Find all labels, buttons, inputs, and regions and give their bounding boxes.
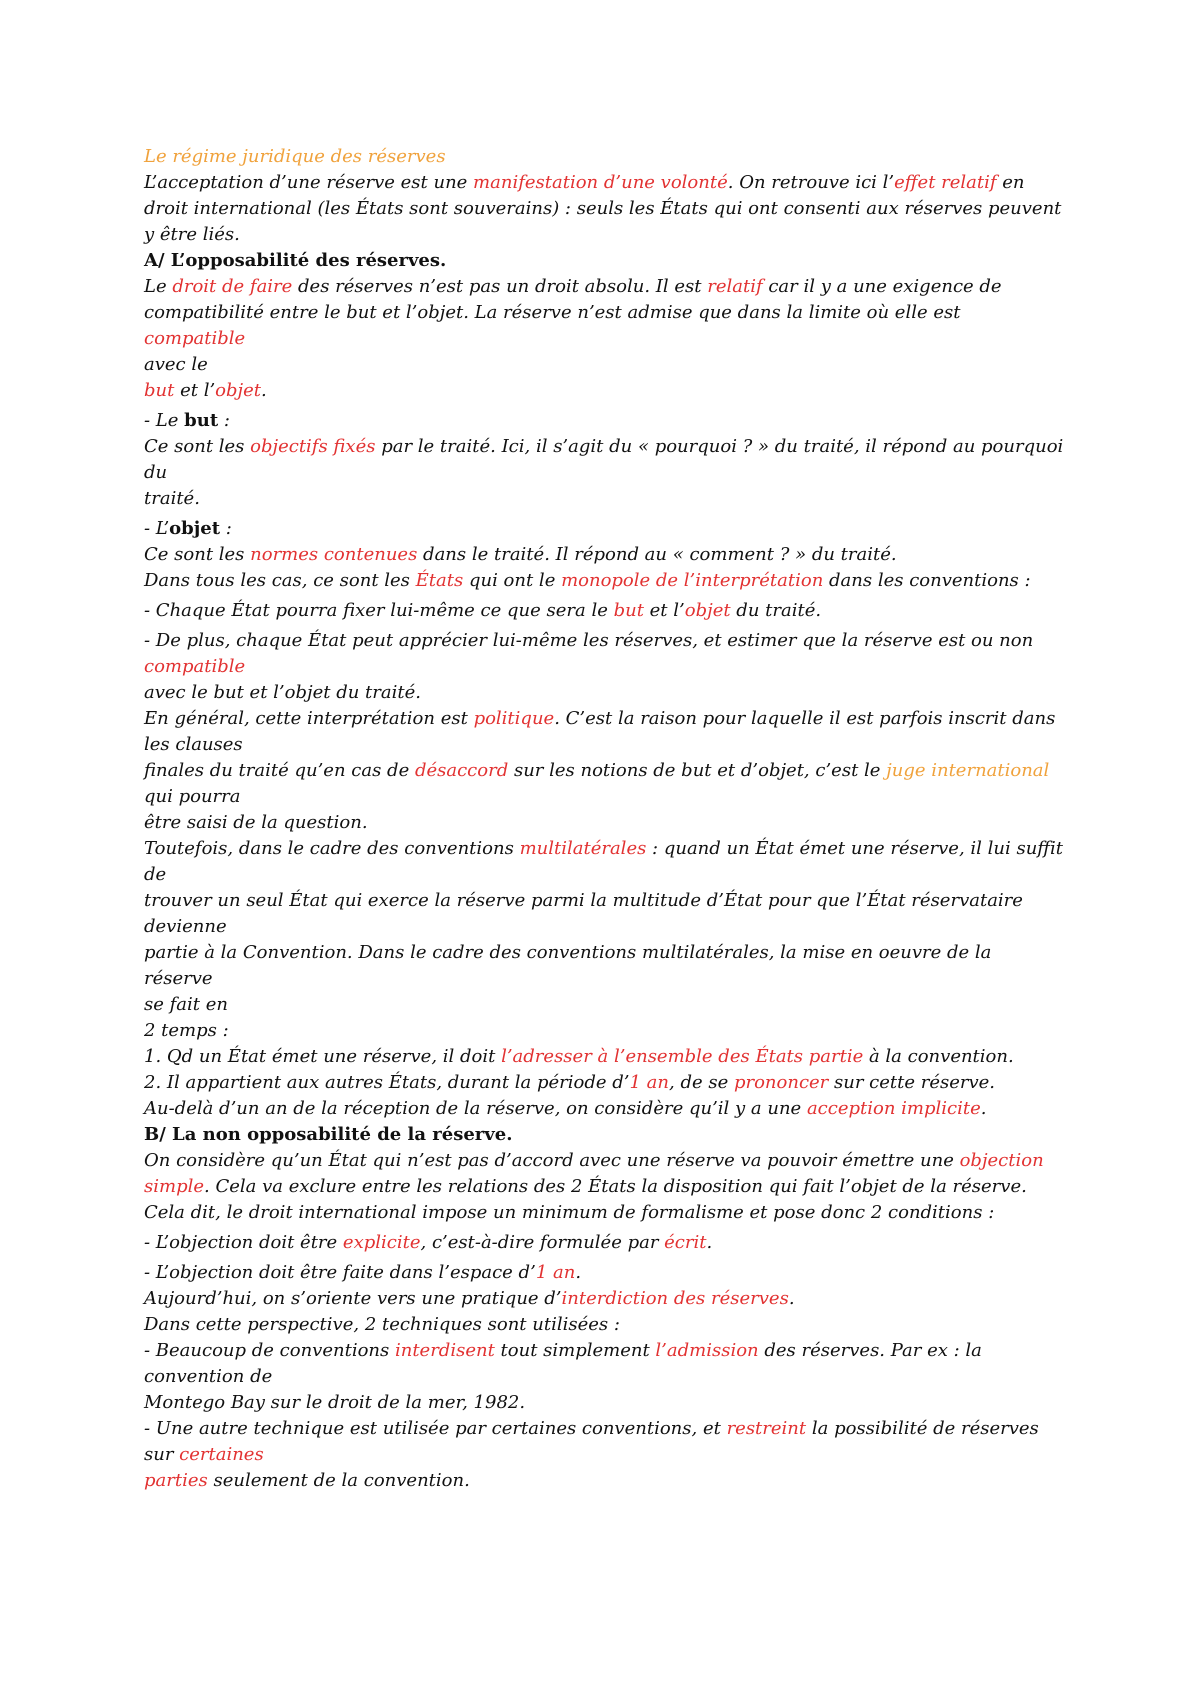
bold-term: but	[184, 410, 219, 431]
text-run: partie à la Convention. Dans le cadre des conventions multilatérales, la mise en oeuvre de la réserve	[144, 942, 998, 989]
text-run: Montego Bay sur le droit de la mer, 1982.	[144, 1392, 526, 1413]
text-line	[144, 170, 1064, 196]
text-run: .	[706, 1232, 713, 1253]
text-line	[144, 196, 1064, 222]
text-run: Aujourd’hui, on s’oriente vers une pratique d’	[144, 1288, 562, 1309]
section-heading	[144, 1122, 1064, 1148]
highlighted-term: désaccord	[414, 760, 509, 781]
text-run: , de se	[669, 1072, 734, 1093]
text-line	[144, 706, 1064, 732]
highlighted-term: restreint	[726, 1418, 807, 1439]
text-run: Ce sont les	[144, 544, 251, 565]
highlighted-term: acception implicite	[806, 1098, 981, 1119]
text-line	[144, 784, 1064, 810]
text-run: - Chaque État pourra fixer lui-même ce que sera le	[144, 600, 614, 621]
text-run: à la convention.	[863, 1046, 1014, 1067]
text-run: la possibilité de réserves	[806, 1418, 1039, 1439]
text-run: - De plus, chaque État peut apprécier lui-même les réserves, et estimer que la réserve est ou non	[144, 630, 1034, 651]
text-line	[144, 628, 1064, 654]
text-run: Cela dit, le droit international impose un minimum de formalisme et pose donc 2 conditions :	[144, 1202, 995, 1223]
text-run: sur les notions de but et d’objet, c’est le	[508, 760, 887, 781]
highlighted-term: certaines	[179, 1444, 264, 1465]
text-run: et l’	[643, 600, 685, 621]
text-run: L’acceptation d’une réserve est une	[144, 172, 474, 193]
text-run: et l’	[174, 380, 216, 401]
text-run: qui pourra	[144, 786, 241, 807]
text-line	[144, 516, 1064, 542]
highlighted-title: Le régime juridique des réserves	[144, 146, 446, 167]
text-run: .	[980, 1098, 987, 1119]
text-run: dans le traité. Il répond au « comment ? » du traité.	[417, 544, 897, 565]
text-run: .	[575, 1262, 582, 1283]
highlighted-term: compatible	[144, 656, 246, 677]
text-run: du	[144, 462, 168, 483]
text-line	[144, 1312, 1064, 1338]
text-line	[144, 1390, 1064, 1416]
highlighted-term: effet relatif	[894, 172, 997, 193]
text-line	[144, 992, 1064, 1018]
text-line	[144, 1416, 1064, 1442]
text-line	[144, 680, 1064, 706]
text-run: finales du traité qu’en cas de	[144, 760, 415, 781]
document-body	[144, 144, 1064, 1494]
text-run: 2 temps :	[144, 1020, 229, 1041]
text-run: devienne	[144, 916, 227, 937]
text-line	[144, 862, 1064, 888]
text-run: 2. Il appartient aux autres États, durant la période d’	[144, 1072, 630, 1093]
highlighted-term: l’adresser à l’ensemble des États partie	[501, 1046, 864, 1067]
text-line	[144, 1044, 1064, 1070]
highlighted-term: 1 an	[535, 1262, 576, 1283]
highlighted-term: normes contenues	[250, 544, 418, 565]
text-run: Ce sont les	[144, 436, 251, 457]
text-line	[144, 1200, 1064, 1226]
highlighted-term: but	[613, 600, 644, 621]
text-run: par le traité. Ici, il s’agit du « pourquoi ? » du traité, il répond au pourquoi	[375, 436, 1064, 457]
highlighted-term: États	[415, 570, 464, 591]
text-run: des réserves. Par ex : la	[758, 1340, 982, 1361]
highlighted-term: prononcer	[733, 1072, 829, 1093]
text-run: .	[261, 380, 267, 401]
text-run: En général, cette interprétation est	[144, 708, 474, 729]
text-line	[144, 758, 1064, 784]
text-run: avec le but et l’objet du traité.	[144, 682, 421, 703]
highlighted-term: droit de faire	[172, 276, 293, 297]
text-line	[144, 732, 1064, 758]
text-line	[144, 1148, 1064, 1174]
text-run: :	[218, 410, 230, 431]
text-run: - Une autre technique est utilisée par certaines conventions, et	[144, 1418, 727, 1439]
text-line	[144, 1230, 1064, 1256]
text-run: Toutefois, dans le cadre des conventions	[144, 838, 520, 859]
text-run: qui ont le	[463, 570, 562, 591]
highlighted-term: explicite	[342, 1232, 421, 1253]
text-line	[144, 1096, 1064, 1122]
text-run: de	[144, 864, 167, 885]
highlighted-term: 1 an	[629, 1072, 669, 1093]
highlighted-term: interdiction des réserves	[561, 1288, 789, 1309]
text-line	[144, 352, 1064, 378]
highlighted-term: interdisent	[394, 1340, 495, 1361]
text-run: .	[788, 1288, 795, 1309]
text-run: compatibilité entre le but et l’objet. La réserve n’est admise que dans la limite où elle est	[144, 302, 967, 323]
text-line	[144, 1468, 1064, 1494]
text-run: . On retrouve ici l’	[727, 172, 895, 193]
text-run: être saisi de la question.	[144, 812, 368, 833]
text-run: 1. Qd un État émet une réserve, il doit	[144, 1046, 502, 1067]
text-run: - Le	[144, 410, 185, 431]
text-run: convention de	[144, 1366, 273, 1387]
text-line	[144, 888, 1064, 914]
bold-term: objet	[169, 518, 221, 539]
text-line	[144, 940, 1064, 992]
text-line	[144, 300, 1064, 352]
highlighted-term: écrit	[664, 1232, 707, 1253]
highlighted-term: manifestation d’une volonté	[473, 172, 728, 193]
text-run: Au-delà d’un an de la réception de la réserve, on considère qu’il y a une	[144, 1098, 807, 1119]
highlighted-term: objet	[684, 600, 731, 621]
highlighted-term: simple	[144, 1176, 204, 1197]
text-line	[144, 1174, 1064, 1200]
text-run: droit international (les États sont souverains) : seuls les États qui ont consenti aux réserves peuvent	[144, 198, 1062, 219]
text-line	[144, 1364, 1064, 1390]
highlighted-term: objectifs fixés	[250, 436, 376, 457]
text-run: tout simplement	[494, 1340, 656, 1361]
text-run: dans les conventions :	[823, 570, 1031, 591]
highlighted-term: l’admission	[655, 1340, 759, 1361]
text-run: car il y a une exigence de	[762, 276, 1002, 297]
highlighted-title: juge international	[886, 760, 1050, 781]
text-line	[144, 1260, 1064, 1286]
text-run: . Cela va exclure entre les relations des 2 États la disposition qui fait l’objet de la réserve.	[204, 1176, 1027, 1197]
highlighted-term: multilatérales	[519, 838, 647, 859]
text-line	[144, 542, 1064, 568]
highlighted-term: relatif	[707, 276, 763, 297]
text-line	[144, 568, 1064, 594]
text-line	[144, 408, 1064, 434]
text-run: :	[220, 518, 232, 539]
text-line	[144, 598, 1064, 624]
text-line	[144, 434, 1064, 460]
text-run: Dans tous les cas, ce sont les	[144, 570, 416, 591]
highlighted-term: politique	[473, 708, 555, 729]
highlighted-term: compatible	[144, 328, 246, 349]
text-line	[144, 1338, 1064, 1364]
text-line	[144, 460, 1064, 486]
text-line	[144, 1018, 1064, 1044]
text-run: se fait en	[144, 994, 228, 1015]
text-run: trouver un seul État qui exerce la réserve parmi la multitude d’État pour que l’État réservataire	[144, 890, 1023, 911]
text-run: des réserves n’est pas un droit absolu. Il est	[292, 276, 708, 297]
text-run: en	[996, 172, 1025, 193]
text-line	[144, 144, 1064, 170]
text-line	[144, 378, 1064, 404]
text-run: B/ La non opposabilité de la réserve.	[144, 1124, 513, 1145]
text-run: Le	[144, 276, 173, 297]
text-run: avec le	[144, 354, 208, 375]
text-run: traité.	[144, 488, 200, 509]
text-run: - Beaucoup de conventions	[144, 1340, 395, 1361]
text-line	[144, 486, 1064, 512]
highlighted-term: objet	[215, 380, 261, 401]
text-run: y être liés.	[144, 224, 240, 245]
text-line	[144, 274, 1064, 300]
text-run: : quand un État émet une réserve, il lui suffit	[646, 838, 1064, 859]
text-run: A/ L’opposabilité des réserves.	[144, 250, 447, 271]
text-run: sur	[144, 1444, 180, 1465]
highlighted-term: but	[144, 380, 175, 401]
text-run: les clauses	[144, 734, 243, 755]
text-run: - L’objection doit être	[144, 1232, 343, 1253]
text-run: seulement de la convention.	[207, 1470, 470, 1491]
text-line	[144, 222, 1064, 248]
section-heading	[144, 248, 1064, 274]
highlighted-term: monopole de l’interprétation	[561, 570, 824, 591]
text-run: sur cette réserve.	[828, 1072, 996, 1093]
text-line	[144, 836, 1064, 862]
text-line	[144, 1442, 1064, 1468]
text-run: Dans cette perspective, 2 techniques sont utilisées :	[144, 1314, 620, 1335]
text-line	[144, 810, 1064, 836]
highlighted-term: parties	[144, 1470, 208, 1491]
text-run: du traité.	[730, 600, 822, 621]
text-line	[144, 654, 1064, 680]
text-line	[144, 1070, 1064, 1096]
highlighted-term: objection	[959, 1150, 1044, 1171]
text-run: - L’objection doit être faite dans l’espace d’	[144, 1262, 536, 1283]
text-line	[144, 1286, 1064, 1312]
text-run: - L’	[144, 518, 170, 539]
text-run: , c’est-à-dire formulée par	[420, 1232, 665, 1253]
text-run: . C’est la raison pour laquelle il est parfois inscrit dans	[554, 708, 1056, 729]
text-line	[144, 914, 1064, 940]
text-run: On considère qu’un État qui n’est pas d’accord avec une réserve va pouvoir émettre une	[144, 1150, 960, 1171]
